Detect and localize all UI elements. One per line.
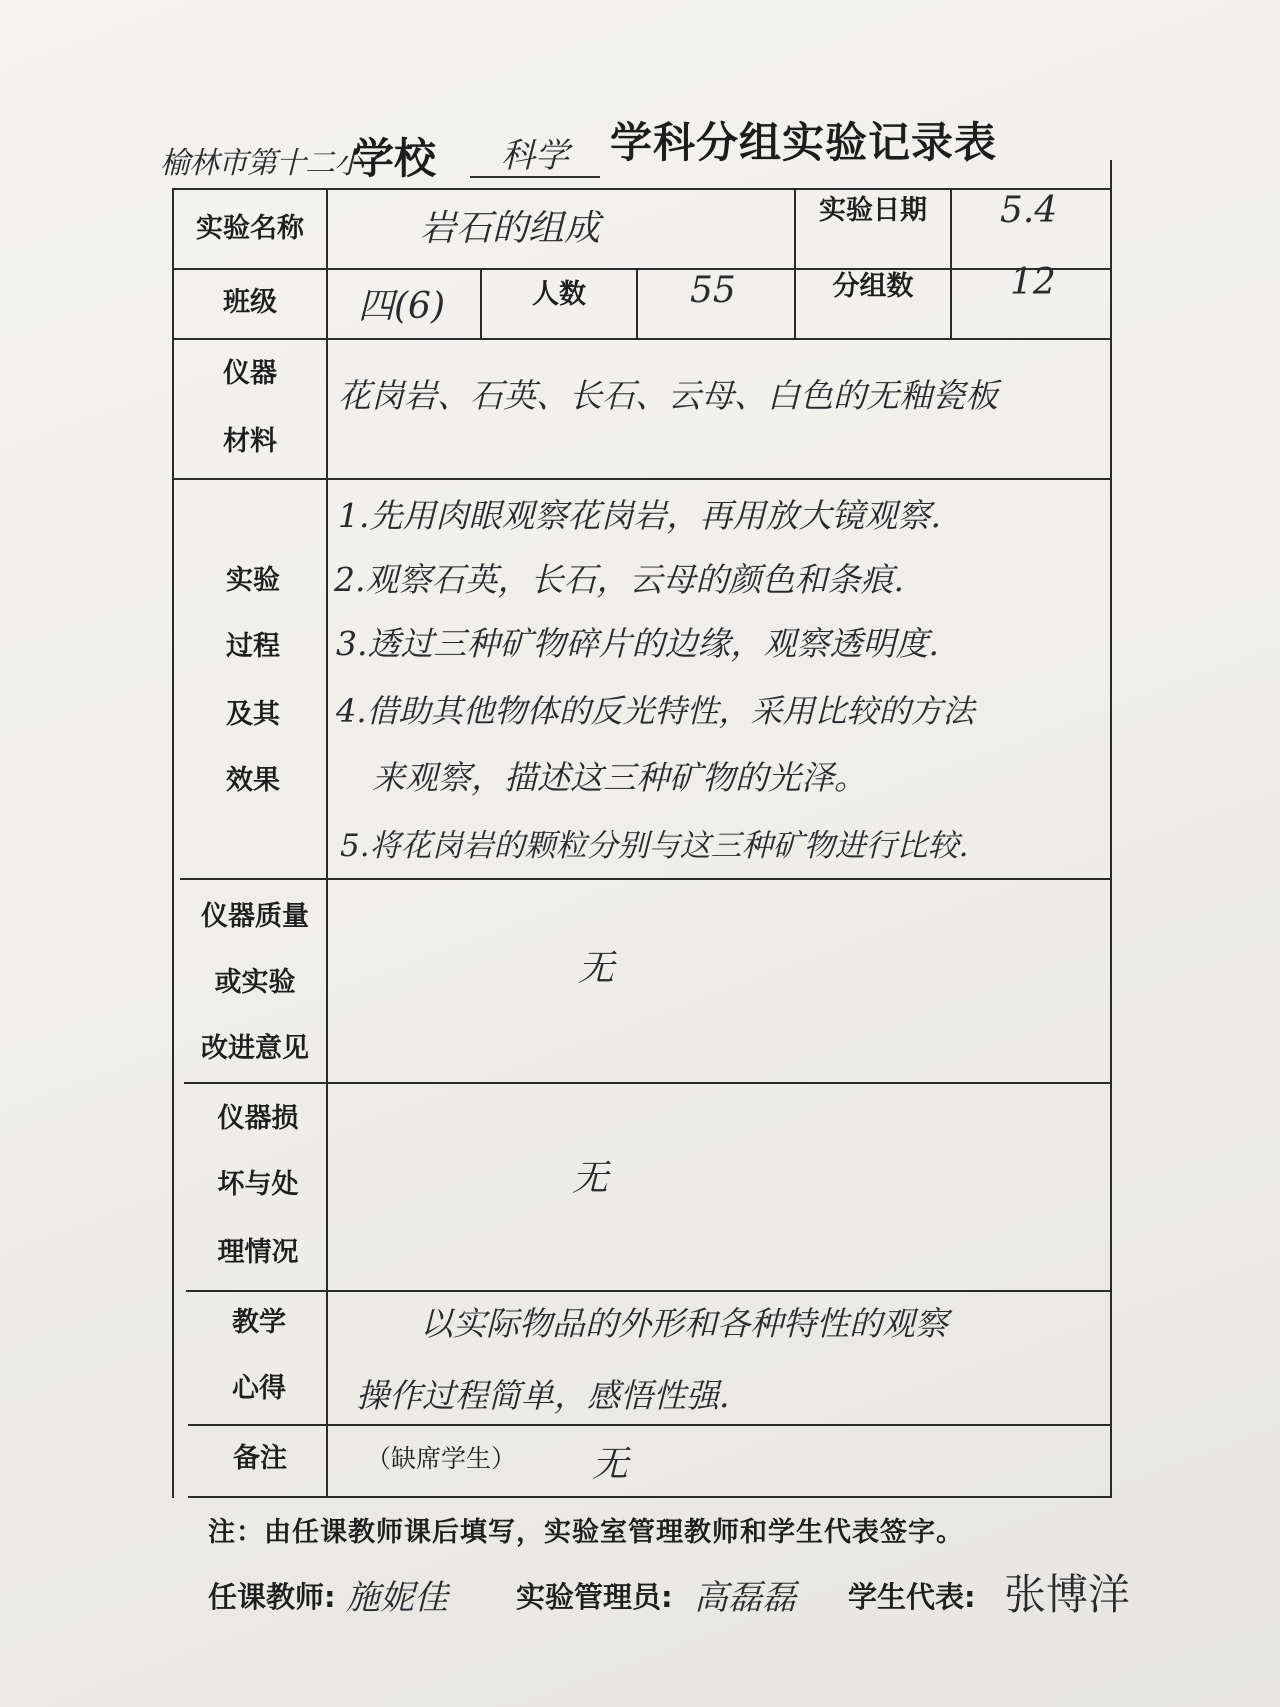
school-label: 学校: [352, 134, 437, 183]
quality-value: 无: [578, 948, 615, 989]
process-label-2: 过程: [226, 631, 280, 662]
group-count-label: 分组数: [832, 271, 914, 302]
experiment-date-label: 实验日期: [819, 195, 927, 226]
form-title-row: [160, 108, 1120, 183]
process-step-1: 1.先用肉眼观察花岗岩，再用放大镜观察.: [338, 496, 941, 535]
process-label-3: 及其: [226, 699, 280, 730]
process-label-4: 效果: [226, 765, 280, 796]
materials-label-2: 材料: [223, 426, 277, 457]
materials-value: 花岗岩、石英、长石、云母、白色的无釉瓷板: [338, 376, 998, 415]
damage-label-1: 仪器损: [217, 1103, 299, 1134]
teacher-signature: 施妮佳: [346, 1578, 448, 1618]
teaching-label-1: 教学: [232, 1307, 286, 1338]
process-step-2: 2.观察石英，长石，云母的颜色和条痕.: [334, 560, 904, 599]
lab-admin-signature: 高磊磊: [694, 1578, 796, 1618]
student-rep-signature: 张博洋: [1004, 1570, 1131, 1619]
teaching-line-2: 操作过程简单，感悟性强.: [356, 1376, 730, 1415]
process-step-5: 5.将花岗岩的颗粒分别与这三种矿物进行比较.: [340, 828, 969, 864]
teacher-label: 任课教师:: [208, 1580, 336, 1614]
process-step-4: 4.借助其他物体的反光特性，采用比较的方法: [336, 692, 975, 730]
process-label-1: 实验: [226, 565, 280, 596]
people-count-value: 55: [690, 270, 736, 311]
experiment-name-value: 岩石的组成: [420, 208, 601, 249]
student-rep-label: 学生代表:: [848, 1580, 976, 1614]
teaching-label-2: 心得: [232, 1373, 286, 1404]
process-step-3: 3.透过三种矿物碎片的边缘，观察透明度.: [336, 624, 939, 663]
quality-label-1: 仪器质量: [201, 901, 309, 932]
teaching-line-1: 以实际物品的外形和各种特性的观察: [420, 1304, 948, 1343]
damage-label-2: 坏与处: [217, 1169, 299, 1200]
quality-label-2: 或实验: [214, 967, 296, 998]
materials-label-1: 仪器: [223, 358, 277, 389]
group-count-value: 12: [1010, 262, 1056, 303]
class-label: 班级: [223, 287, 277, 318]
quality-label-3: 改进意见: [201, 1033, 309, 1064]
damage-value: 无: [572, 1158, 609, 1199]
school-name-handwritten: 榆林市第十二小: [160, 146, 363, 181]
lab-admin-label: 实验管理员:: [516, 1580, 673, 1614]
damage-label-3: 理情况: [217, 1237, 299, 1268]
experiment-date-value: 5.4: [1000, 190, 1058, 231]
footer-note: 注：由任课教师课后填写，实验室管理教师和学生代表签字。: [208, 1517, 964, 1548]
class-value: 四(6): [358, 286, 445, 327]
people-count-label: 人数: [532, 279, 586, 310]
remarks-value: 无: [592, 1444, 629, 1485]
form-title: 学科分组实验记录表: [610, 118, 998, 167]
remarks-prefix: （缺席学生）: [366, 1444, 517, 1473]
subject-handwritten: 科学: [470, 128, 600, 178]
process-step-4-cont: 来观察，描述这三种矿物的光泽。: [372, 758, 867, 797]
remarks-label: 备注: [233, 1443, 287, 1474]
experiment-name-label: 实验名称: [196, 213, 304, 244]
